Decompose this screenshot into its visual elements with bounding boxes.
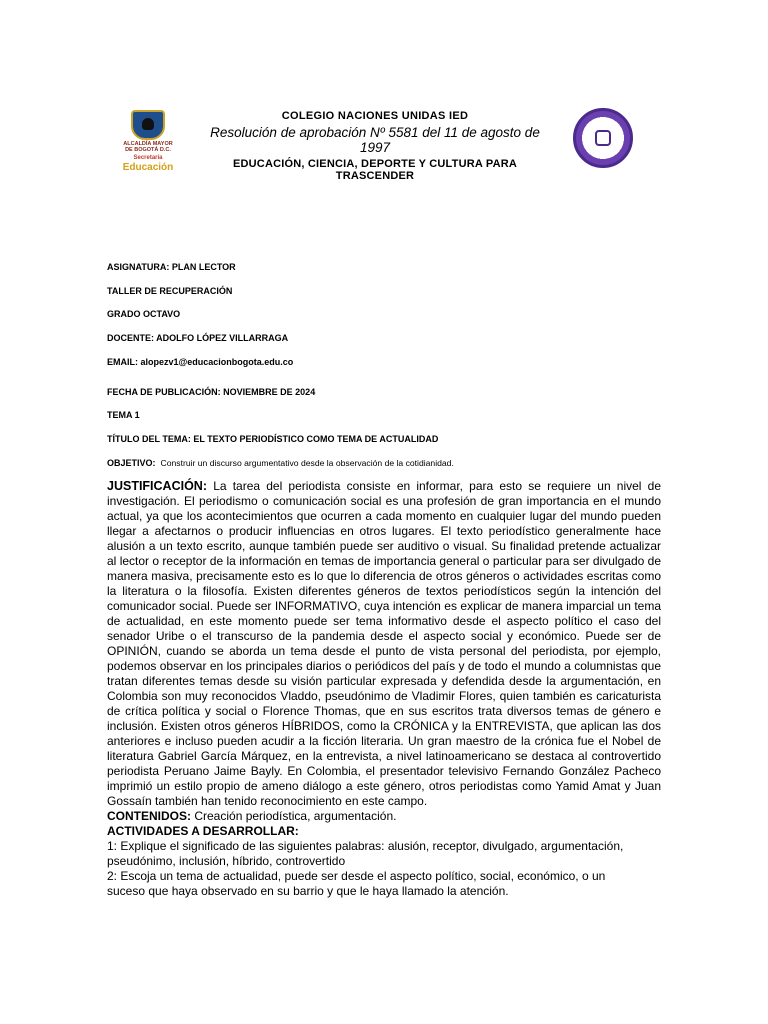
letterhead-text: [195, 110, 555, 182]
objetivo-label: OBJETIVO:: [107, 458, 156, 468]
titulo-line: TÍTULO DEL TEMA: EL TEXTO PERIODÍSTICO COMO TEMA DE ACTUALIDAD: [107, 434, 439, 444]
contenidos-text: Creación periodística, argumentación.: [194, 809, 397, 823]
tema-line: TEMA 1: [107, 410, 140, 420]
coat-of-arms-shield: [131, 110, 165, 140]
document-body: [107, 479, 661, 899]
activity-1-line2: pseudónimo, inclusión, híbrido, controvertido: [107, 854, 346, 868]
asignatura-line: ASIGNATURA: PLAN LECTOR: [107, 262, 236, 272]
fecha-line: FECHA DE PUBLICACIÓN: NOVIEMBRE DE 2024: [107, 387, 316, 397]
email-line: EMAIL: alopezv1@educacionbogota.edu.co: [107, 357, 294, 367]
alcaldia-line1: ALCALDÍA MAYOR: [123, 141, 173, 147]
actividades-heading: ACTIVIDADES A DESARROLLAR:: [107, 824, 299, 838]
educacion-label: Educación: [122, 162, 174, 173]
objetivo-line: [107, 458, 454, 468]
contenidos-line: [107, 809, 661, 824]
objetivo-text: Construir un discurso argumentativo desde la observación de la cotidianidad.: [160, 458, 454, 468]
contenidos-label: CONTENIDOS:: [107, 809, 191, 823]
activity-2-line2: suceso que haya observado en su barrio y que le haya llamado la atención.: [107, 884, 509, 898]
school-motto: EDUCACIÓN, CIENCIA, DEPORTE Y CULTURA PARA TRASCENDER: [232, 158, 518, 182]
justificacion-label: JUSTIFICACIÓN:: [107, 479, 207, 493]
letterhead: [105, 98, 670, 188]
secretaria-label: Secretaría: [133, 155, 163, 161]
docente-line: DOCENTE: ADOLFO LÓPEZ VILLARRAGA: [107, 333, 289, 343]
school-name: COLEGIO NACIONES UNIDAS IED: [281, 110, 469, 122]
grado-line: GRADO OCTAVO: [107, 309, 181, 319]
activity-2-line1: 2: Escoja un tema de actualidad, puede ser desde el aspecto político, social, económico, o un: [107, 869, 606, 883]
justificacion-text: La tarea del periodista consiste en informar, para esto se requiere un nivel de investigación. El periodismo o comunicación social es una profesión de gran importancia en el mundo actual, ya que los acontecimientos que ocurren a cada momento en cualquier lugar del mundo pueden llegar a afectarnos o producir influencias en otros lugares. El texto periodístico generalmente hace alusión a un texto escrito, aunque también puede ser auditivo o visual. Su finalidad pretende actualizar al lector o receptor de la información en temas de importancia general o particular para ser divulgado de manera masiva, precisamente esto es lo que lo diferencia de otros géneros o actividades escritas como la literatura o la filosofía. Existen diferentes géneros de textos periodísticos según la intención del comunicador social. Puede ser INFORMATIVO, cuya intención es explicar de manera imparcial un tema de actualidad, en este momento puede ser tema informativo desde el aspecto político el caso del senador Uribe o el transcurso de la pandemia desde el aspecto social y económico. Puede ser de OPINIÓN, cuando se aborda un tema desde el punto de vista personal del periodista, por ejemplo, podemos observar en los principales diarios o periódicos del país y de todo el mundo a columnistas que tratan diferentes temas desde su visión particular expresada y defendida desde la argumentación, en Colombia son muy reconocidos Vladdo, pseudónimo de Vladimir Flores, quien también es caricaturista de crítica política y social o Florence Thomas, que en sus escritos trata diversos temas de género e inclusión. Existen otros géneros HÍBRIDOS, como la CRÓNICA y la ENTREVISTA, que aplican las dos anteriores e incluso pueden acudir a la ficción literaria. Un gran maestro de la crónica fue el Nobel de literatura Gabriel García Márquez, en la entrevista, a nivel latinoamericano se destaca al controvertido periodista Peruano Jaime Bayly. En Colombia, el presentador televisivo Fernando González Pacheco imprimió un estilo propio de ameno diálogo a este género, otros periodistas como Yamid Amat y Juan Gossaín también han tenido reconocimiento en este campo.: [107, 479, 661, 808]
school-seal-icon: [573, 108, 633, 168]
bogota-coat-of-arms-icon: [117, 110, 179, 176]
alcaldia-line2: DE BOGOTÁ D.C.: [125, 147, 171, 153]
taller-line: TALLER DE RECUPERACIÓN: [107, 286, 233, 296]
justificacion-paragraph: [107, 479, 661, 809]
activity-1-line1: 1: Explique el significado de las siguientes palabras: alusión, receptor, divulgado, argumentación,: [107, 839, 624, 853]
resolution-text: Resolución de aprobación Nº 5581 del 11 de agosto de 1997: [210, 125, 540, 155]
